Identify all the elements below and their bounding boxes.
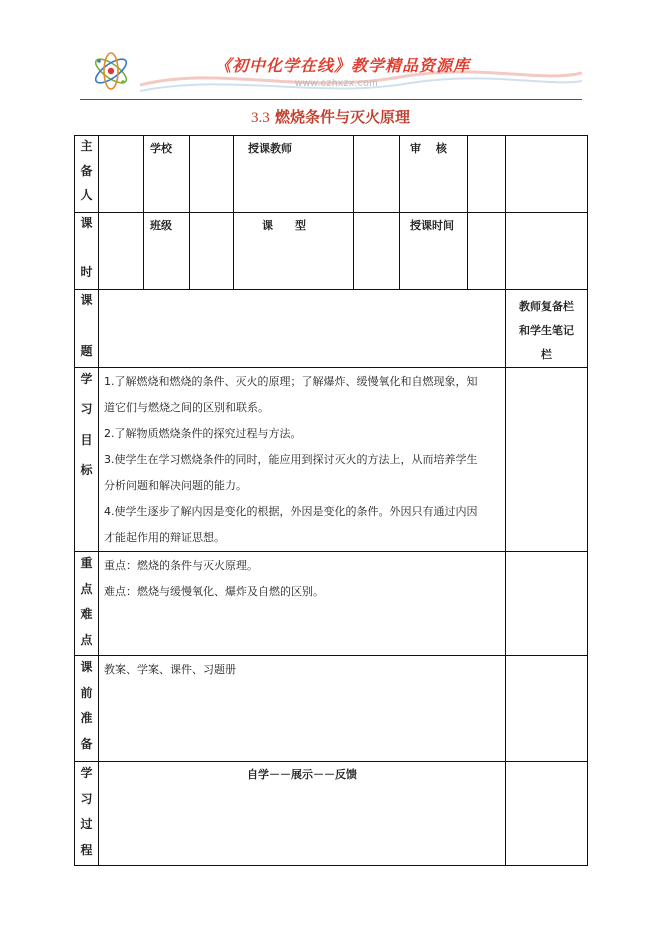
school-value[interactable] [190,136,234,213]
topic-value[interactable] [99,290,506,368]
row-period [75,213,588,290]
label-keypoints: 重 点 难 点 [75,552,99,656]
label-period: 课 时 [75,213,99,290]
type-value[interactable] [354,213,400,290]
lesson-plan-table [74,135,588,866]
keypoints-content: 重点：燃烧的条件与灭火原理。 难点：燃烧与缓慢氧化、爆炸及自燃的区别。 [99,552,506,656]
title-number: 3.3 [251,110,270,126]
label-objectives: 学 习 目 标 [75,368,99,552]
side-notes-1[interactable] [506,136,588,213]
class-value[interactable] [190,213,234,290]
time-value[interactable] [468,213,506,290]
header-rule [80,99,582,100]
side-notes-keypoints[interactable] [506,552,588,656]
title-text: 燃烧条件与灭火原理 [274,108,410,126]
header [80,47,582,99]
side-notes-header: 教师复备栏 和学生笔记 栏 [506,290,588,368]
school-label: 学校 [144,136,190,213]
time-label: 授课时间 [400,213,468,290]
row-process [75,762,588,866]
side-notes-process[interactable] [506,762,588,866]
preparer-value[interactable] [99,136,144,213]
row-topic [75,290,588,368]
page-title [0,106,661,127]
class-label: 班级 [144,213,190,290]
objectives-content: 1.了解燃烧和燃烧的条件、灭火的原理；了解爆炸、缓慢氧化和自燃现象，知 道它们与燃烧之间的区别和联系。 2.了解物质燃烧条件的探究过程与方法。 3.使学生在学习燃烧条件的同时，能应用到探讨灭火的方法上，从而培养学生 分析问题和解决问题的能力。 4.使学生逐步了解内因是变化的根据，外因是变化的条件。外因只有通过内因 才能起作用的辩证思想。 [99,368,506,552]
row-preparer [75,136,588,213]
type-label: 课 型 [234,213,354,290]
row-objectives [75,368,588,552]
label-preparer: 主 备 人 [75,136,99,213]
row-keypoints [75,552,588,656]
teacher-value[interactable] [354,136,400,213]
side-notes-preparation[interactable] [506,656,588,762]
process-content: 自学－－展示－－反馈 [99,762,506,866]
preparation-content: 教案、学案、课件、习题册 [99,656,506,762]
row-preparation [75,656,588,762]
website-link[interactable]: www.czhxzx.com [295,78,379,89]
review-label: 审 核 [400,136,468,213]
banner-title: 《初中化学在线》教学精品资源库 [215,56,471,75]
side-notes-2[interactable] [506,213,588,290]
label-process: 学 习 过 程 [75,762,99,866]
review-value[interactable] [468,136,506,213]
label-preparation: 课 前 准 备 [75,656,99,762]
atom-logo-icon [90,51,132,91]
period-value[interactable] [99,213,144,290]
label-topic: 课 题 [75,290,99,368]
teacher-label: 授课教师 [234,136,354,213]
side-notes-objectives[interactable] [506,368,588,552]
